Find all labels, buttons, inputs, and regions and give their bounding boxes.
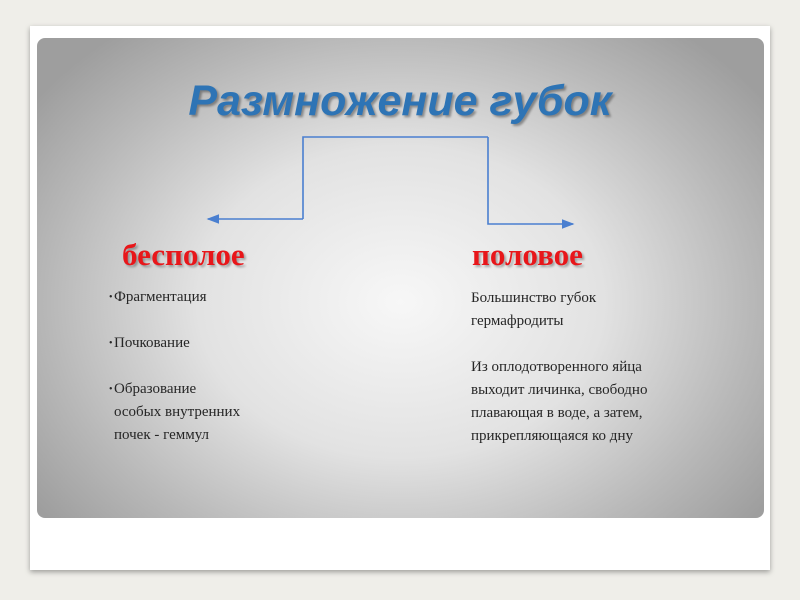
- sexual-description: [471, 287, 731, 448]
- asexual-list: [110, 286, 340, 447]
- list-item-text: Фрагментация: [114, 289, 207, 305]
- asexual-heading: бесполое: [122, 237, 245, 272]
- bullet-icon: •: [109, 384, 113, 395]
- list-item-text: Почкование: [114, 335, 190, 351]
- connector-arrow-right: [488, 137, 573, 224]
- list-item: [110, 378, 340, 447]
- list-item-text: Образование особых внутренних почек - геммул: [114, 381, 241, 443]
- bullet-icon: •: [109, 292, 113, 303]
- slide-title: Размножение губок: [188, 77, 612, 125]
- description-paragraph: Из оплодотворенного яйца выходит личинка, свободно плавающая в воде, а затем, прикрепляющаяся ко дну: [471, 359, 648, 444]
- list-item: [110, 286, 340, 309]
- description-paragraph: Большинство губок гермафродиты: [471, 290, 597, 329]
- list-item: [110, 332, 340, 355]
- bullet-icon: •: [109, 338, 113, 349]
- sexual-heading: половое: [472, 237, 583, 272]
- connector-line-left: [303, 137, 488, 219]
